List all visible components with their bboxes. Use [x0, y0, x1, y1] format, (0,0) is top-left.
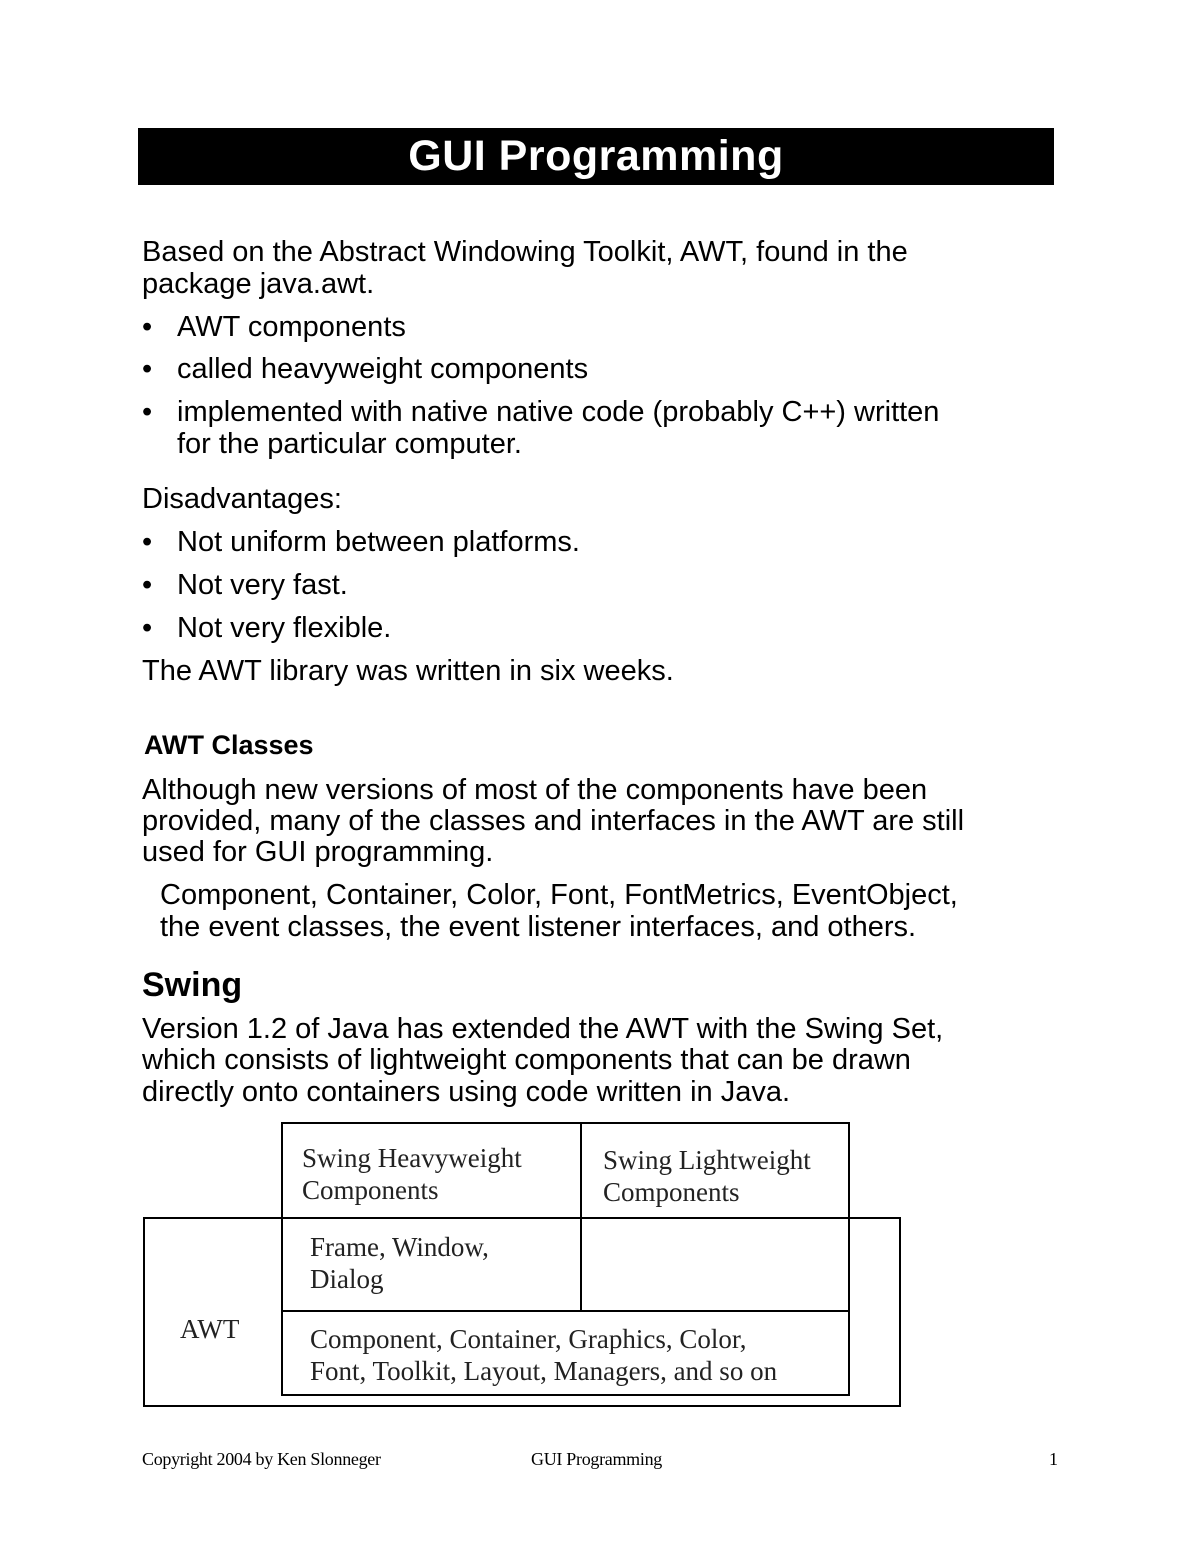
lightweight-label: Components — [603, 1177, 740, 1207]
swing-para-line: which consists of lightweight components that can be drawn — [142, 1044, 911, 1076]
heavyweight-items: Dialog — [310, 1264, 384, 1294]
bullet-icon: • — [142, 526, 153, 558]
awt-written-note: The AWT library was written in six weeks. — [142, 655, 674, 687]
swing-para-line: directly onto containers using code written in Java. — [142, 1076, 791, 1108]
heavyweight-label: Components — [302, 1175, 439, 1205]
awt-items: Font, Toolkit, Layout, Managers, and so on — [310, 1356, 778, 1386]
bullet-icon: • — [142, 311, 153, 343]
awt-classes-list-line: the event classes, the event listener interfaces, and others. — [160, 911, 917, 943]
section-heading-swing: Swing — [142, 966, 243, 1004]
swing-para-line: Version 1.2 of Java has extended the AWT with the Swing Set, — [142, 1013, 944, 1045]
awt-classes-para-line: used for GUI programming. — [142, 836, 494, 868]
awt-classes-para-line: provided, many of the classes and interfaces in the AWT are still — [142, 805, 965, 837]
awt-classes-para-line: Although new versions of most of the components have been — [142, 774, 928, 806]
disadvantages-label: Disadvantages: — [142, 483, 342, 515]
heavyweight-label: Swing Heavyweight — [302, 1143, 522, 1173]
bullet-icon: • — [142, 612, 153, 644]
awt-classes-list-line: Component, Container, Color, Font, FontMetrics, EventObject, — [160, 879, 958, 911]
bullet-icon: • — [142, 569, 153, 601]
lightweight-label: Swing Lightweight — [603, 1145, 811, 1175]
intro-line-2: package java.awt. — [142, 268, 375, 300]
list-item-continuation: for the particular computer. — [177, 428, 522, 460]
heavyweight-items: Frame, Window, — [310, 1232, 489, 1262]
footer-title: GUI Programming — [531, 1449, 662, 1469]
section-heading-awt-classes: AWT Classes — [144, 730, 314, 760]
bullet-icon: • — [142, 396, 153, 428]
footer-page-number: 1 — [1049, 1449, 1058, 1469]
footer-copyright: Copyright 2004 by Ken Slonneger — [142, 1449, 381, 1469]
awt-items: Component, Container, Graphics, Color, — [310, 1324, 747, 1354]
intro-line-1: Based on the Abstract Windowing Toolkit, AWT, found in the — [142, 236, 908, 268]
bullet-icon: • — [142, 353, 153, 385]
awt-label: AWT — [180, 1314, 240, 1344]
page-title: GUI Programming — [138, 128, 1054, 185]
